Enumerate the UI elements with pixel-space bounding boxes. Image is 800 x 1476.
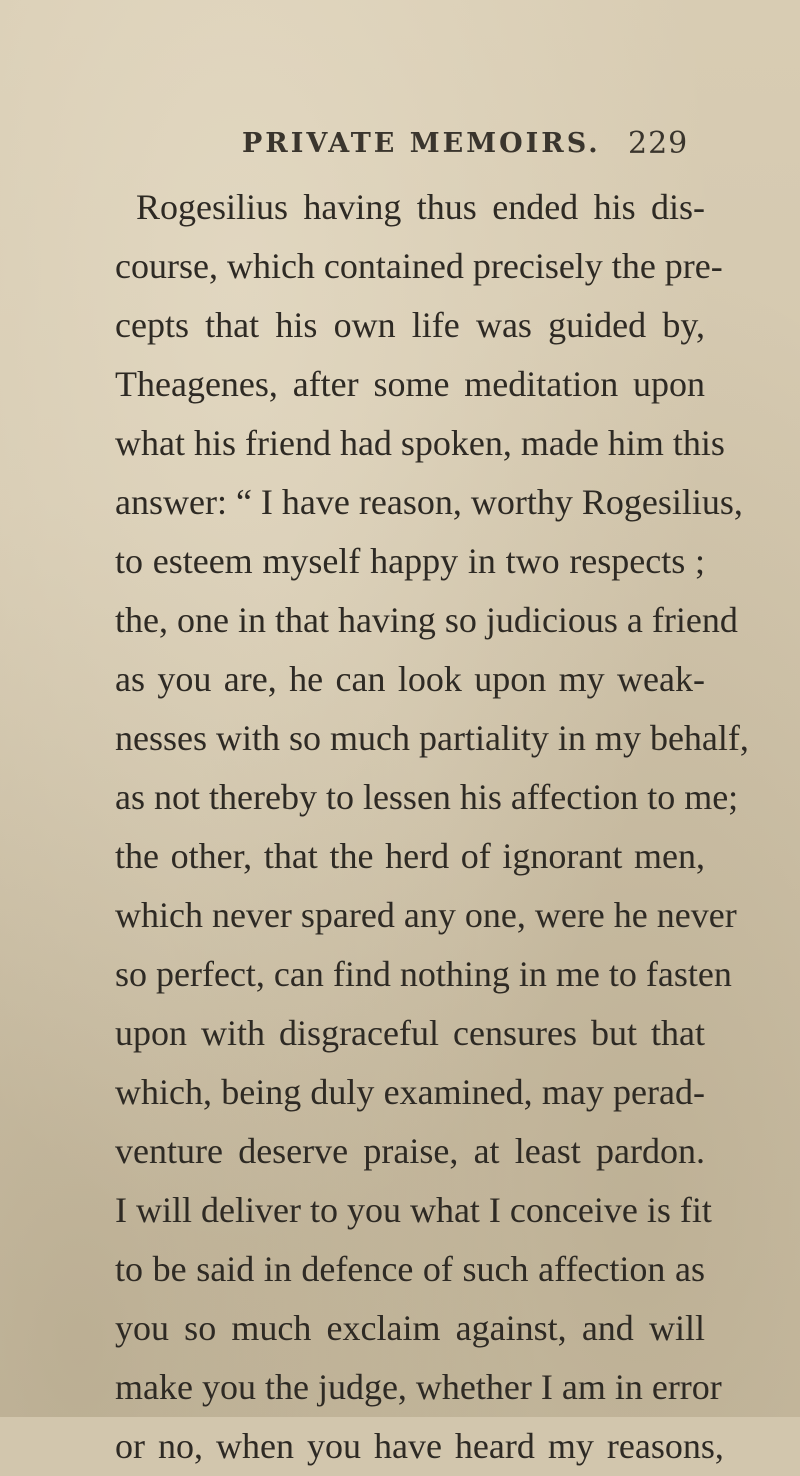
text-line: make you the judge, whether I am in error [115,1367,722,1407]
text-line: the, one in that having so judicious a friend [115,600,738,640]
text-line: what his friend had spoken, made him this [115,423,725,463]
text-line: Rogesilius having thus ended his dis- [136,187,705,227]
text-line: venture deserve praise, at least pardon. [115,1131,705,1171]
text-line: upon with disgraceful censures but that [115,1013,705,1053]
text-line: which, being duly examined, may perad- [115,1072,705,1112]
text-line: I will deliver to you what I conceive is fit [115,1190,712,1230]
text-line: cepts that his own life was guided by, [115,305,705,345]
text-line: to esteem myself happy in two respects ; [115,541,705,581]
text-line: which never spared any one, were he never [115,895,737,935]
page-number: 229 [628,126,689,161]
text-line: Theagenes, after some meditation upon [115,364,705,404]
text-line: course, which contained precisely the pre- [115,246,723,286]
running-title: PRIVATE MEMOIRS. [242,128,601,159]
text-line: as you are, he can look upon my weak- [115,659,705,699]
text-line: to be said in defence of such affection as [115,1249,705,1289]
running-head [0,128,800,168]
text-line: so perfect, can find nothing in me to fasten [115,954,732,994]
text-line: you so much exclaim against, and will [115,1308,705,1348]
body-text [115,178,749,1476]
text-line: answer: “ I have reason, worthy Rogesilius, [115,482,743,522]
text-line: the other, that the herd of ignorant men, [115,836,705,876]
text-line: or no, when you have heard my reasons, [115,1426,724,1466]
text-line: as not thereby to lessen his affection to me; [115,777,739,817]
text-line: nesses with so much partiality in my behalf, [115,718,749,758]
